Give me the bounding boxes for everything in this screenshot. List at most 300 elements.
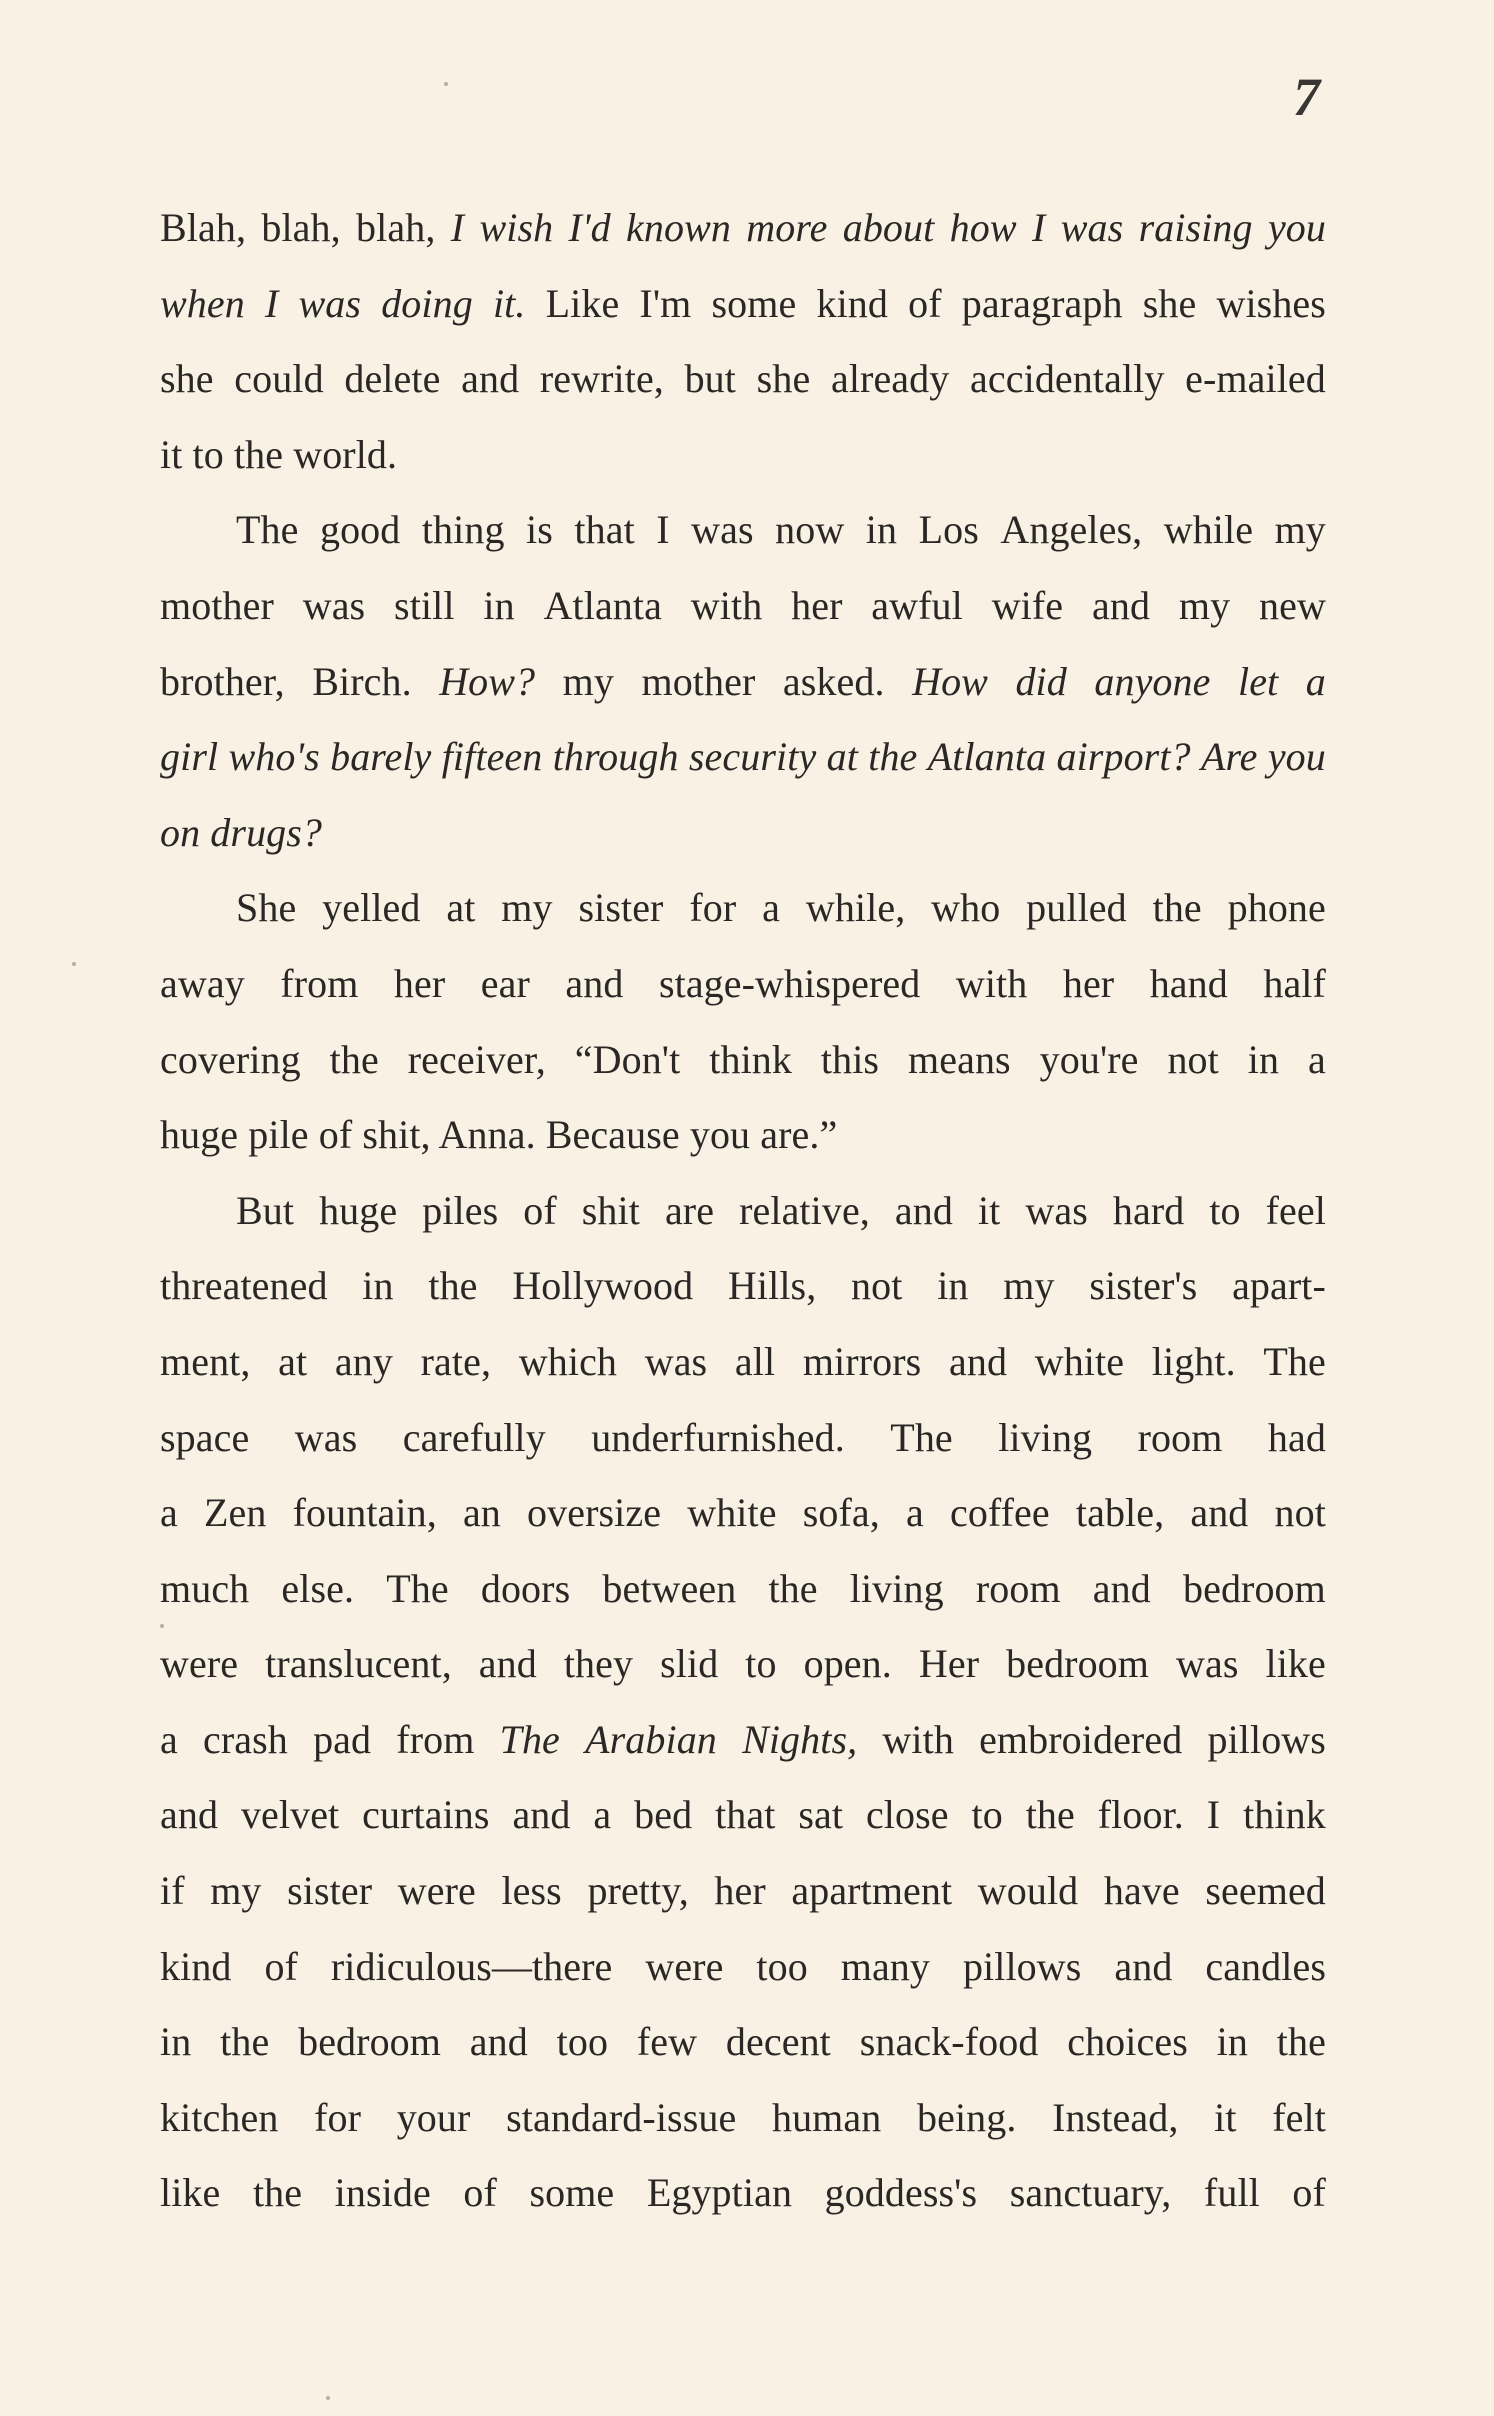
word: but [684,356,736,402]
word: close [865,1792,949,1838]
word: it [977,1187,1001,1233]
word: Arabian [585,1716,717,1762]
word: could [234,356,324,402]
word: was [298,280,362,326]
word: a [160,1490,178,1536]
word: the [220,2019,270,2065]
text-line [160,1173,1326,1249]
word: carefully [402,1414,546,1460]
body-text [160,190,1326,2231]
word: at [446,885,476,931]
word: a [762,885,780,931]
word: how [949,205,1017,250]
word: the [329,1036,379,1082]
word: wishes [1216,280,1326,326]
word: in [362,1263,394,1309]
word: living [998,1414,1093,1460]
word: ment, [160,1338,251,1384]
word: they [563,1641,634,1687]
word: that [715,1792,776,1838]
word: are [664,1187,715,1233]
word: I'm [639,280,692,326]
word: sister [578,885,664,931]
word: wife [991,582,1064,628]
word: who [931,885,1001,931]
word: Are [1200,734,1258,780]
word: I [1206,1792,1221,1838]
word: doors [480,1565,571,1611]
word: kitchen [160,2094,279,2140]
text-line [160,719,1326,795]
word: underfurnished. [591,1414,845,1460]
word: in [483,582,515,628]
word: bedroom [1182,1565,1326,1611]
word: she [756,356,811,402]
word: for [689,885,737,931]
word: more [746,205,828,250]
word: which [518,1338,618,1384]
text-line [160,1324,1326,1400]
word: think [709,1036,792,1082]
text-line [160,1626,1326,1702]
word: in [865,507,898,553]
word: receiver, [407,1036,546,1082]
word: a [1308,1036,1326,1082]
word: open. [803,1641,892,1687]
text-line [160,1475,1326,1551]
word: pillows [962,1943,1082,1989]
word: known [626,205,731,250]
word: my [562,658,614,704]
word: bed [634,1792,693,1838]
word: slid [660,1641,719,1687]
word: between [602,1565,737,1611]
word: that [574,507,635,553]
word: seemed [1205,1868,1326,1914]
paper-speck [444,82,448,86]
word: and [1092,1565,1151,1611]
word: barely [330,734,432,780]
word: had [1267,1414,1326,1460]
word: airport? [1056,734,1191,780]
word: of [264,1943,298,1989]
word: shit [581,1187,640,1233]
word: Birch. [312,658,412,704]
word: too [556,2019,609,2065]
word: white [1034,1338,1125,1384]
word: mother [641,658,756,704]
word: Hollywood [512,1263,694,1309]
word: for [314,2094,362,2140]
word: still [394,582,455,628]
word: her [1062,960,1115,1006]
word: fountain, [292,1490,437,1536]
word: Angeles, [1000,507,1143,553]
word: the [1276,2019,1326,2065]
word: a [905,1490,924,1536]
word: and [565,960,624,1006]
word: piles [422,1187,499,1233]
word: phone [1227,885,1326,931]
word: new [1259,582,1326,628]
word: to [1209,1187,1241,1233]
word: yelled [322,885,421,931]
word: to [971,1792,1003,1838]
word: Nights, [742,1716,858,1762]
word: all [734,1338,776,1384]
word: this [820,1036,880,1082]
text-line [160,870,1326,946]
word: snack-food [859,2019,1039,2065]
word: if [160,1868,185,1914]
word: bedroom [1006,1641,1149,1687]
word: at [826,734,858,780]
word: were [397,1868,476,1914]
word: accidentally [970,356,1165,402]
word: was [294,1414,358,1460]
text-line [160,190,1326,266]
word: else. [281,1565,355,1611]
word: she [1142,280,1197,326]
word: is [526,507,553,553]
word: while, [805,885,906,931]
word: How [912,658,988,704]
word: not [851,1263,903,1309]
word: brother, [160,658,285,704]
word: and [1091,582,1151,628]
word: Atlanta [543,582,662,628]
word: feel [1265,1187,1326,1233]
word: and [1190,1490,1249,1536]
word: any [334,1338,393,1384]
text-line [160,644,1326,720]
word: Los [918,507,979,553]
word: Her [918,1641,980,1687]
word: fifteen [441,734,543,780]
word: velvet [240,1792,340,1838]
text-line [160,266,1326,342]
word: her [393,960,446,1006]
text-line [160,1777,1326,1853]
word: embroidered [979,1716,1183,1762]
word: How? [439,658,536,704]
word: space [160,1414,250,1460]
word: was [1025,1187,1088,1233]
word: curtains [362,1792,490,1838]
text-line [160,1022,1326,1098]
text-line [160,2155,1326,2231]
word: crash [203,1716,288,1762]
word: you [1267,734,1326,780]
word: from [396,1716,475,1762]
text-line [160,492,1326,568]
word: threatened [160,1263,328,1309]
word: ear [480,960,530,1006]
word: the [1152,885,1202,931]
word: I [450,205,465,250]
paper-speck [326,2396,330,2400]
word: coffee [949,1490,1050,1536]
word: living [849,1565,944,1611]
word: at [278,1338,308,1384]
word: and [469,2019,528,2065]
word: few [636,2019,698,2065]
word: table, [1075,1490,1165,1536]
word: e-mailed [1185,356,1326,402]
word: rate, [420,1338,492,1384]
word: your [396,2094,471,2140]
word: human [771,2094,882,2140]
word: I [1031,205,1046,250]
word: Atlanta [927,734,1047,780]
word: she [160,356,214,402]
word: candles [1205,1943,1326,1989]
word: The [499,1716,560,1762]
word: were [160,1641,239,1687]
word: translucent, [265,1641,452,1687]
word: in [937,1263,969,1309]
word: relative, [739,1187,870,1233]
word: not [1167,1036,1219,1082]
word: of [1292,2170,1326,2216]
word: about [842,205,935,250]
word: room [1137,1414,1223,1460]
word: Zen [203,1490,267,1536]
roman-text: it to the world. [160,431,398,477]
word: many [840,1943,931,1989]
word: kind [160,1943,232,1989]
word: think [1243,1792,1326,1838]
word: The [1263,1338,1326,1384]
word: hard [1112,1187,1185,1233]
text-line [160,341,1326,417]
word: thing [421,507,505,553]
word: paragraph [961,280,1123,326]
word: good [319,507,401,553]
word: The [386,1565,449,1611]
word: was [644,1338,708,1384]
word: room [975,1565,1061,1611]
word: have [1103,1868,1180,1914]
word: with [690,582,763,628]
word: The [890,1414,953,1460]
text-line [160,2004,1326,2080]
word: I [656,507,670,553]
text-line [160,417,1326,493]
word: Egyptian [646,2170,793,2216]
word: sat [798,1792,844,1838]
word: pretty, [587,1868,689,1914]
word: sister [287,1868,373,1914]
word: means [908,1036,1011,1082]
word: wish [479,205,554,250]
word: the [1025,1792,1075,1838]
paper-speck [160,1624,164,1628]
word: in [1216,2019,1248,2065]
word: full [1203,2170,1260,2216]
word: with [955,960,1028,1006]
word: who's [228,734,320,780]
word: from [280,960,359,1006]
word: delete [344,356,441,402]
word: I'd [568,205,611,250]
text-line [160,1853,1326,1929]
text-line [160,1097,1326,1173]
word: and [512,1792,571,1838]
word: was [1175,1641,1239,1687]
text-line [160,1400,1326,1476]
word: raising [1138,205,1253,250]
word: anyone [1094,658,1211,704]
word: much [160,1565,250,1611]
word: some [529,2170,615,2216]
word: was [691,507,754,553]
word: the [868,734,918,780]
page-number: 7 [1293,67,1320,127]
word: already [830,356,950,402]
word: kind [816,280,888,326]
word: let [1237,658,1279,704]
word: blah, [356,205,436,250]
word: you're [1039,1036,1139,1082]
text-line [160,795,1326,871]
word: in [1247,1036,1280,1082]
word: sister's [1089,1263,1198,1309]
word: floor. [1097,1792,1184,1838]
word: “Don't [574,1036,681,1082]
word: being. [917,2094,1017,2140]
word: my [1178,582,1231,628]
word: security [688,734,817,780]
word: mirrors [802,1338,922,1384]
word: now [775,507,845,553]
word: in [160,2019,192,2065]
word: was [1060,205,1124,250]
word: a [593,1792,612,1838]
word: light. [1151,1338,1236,1384]
word: the [428,1263,478,1309]
text-line [160,946,1326,1022]
word: half [1263,960,1326,1006]
word: asked. [782,658,885,704]
text-line [160,1929,1326,2005]
word: pad [313,1716,372,1762]
word: The [236,507,299,553]
word: you [1267,205,1326,250]
word: Blah, [160,205,247,250]
roman-text: huge pile of shit, Anna. Because you are.” [160,1112,838,1158]
word: sofa, [802,1490,880,1536]
word: Like [545,280,620,326]
word: through [552,734,679,780]
word: too [756,1943,808,1989]
text-line [160,2080,1326,2156]
word: and [1114,1943,1173,1989]
word: covering [160,1036,301,1082]
word: when [160,280,245,326]
text-line [160,568,1326,644]
word: the [768,1565,818,1611]
italic-text: on drugs? [160,809,323,855]
word: of [908,280,942,326]
word: an [462,1490,501,1536]
word: hand [1149,960,1228,1006]
word: would [977,1868,1079,1914]
word: with [882,1716,954,1762]
word: huge [319,1187,398,1233]
word: apartment [791,1868,953,1914]
word: my [1003,1263,1055,1309]
word: white [687,1490,777,1536]
word: her [791,582,843,628]
word: was [302,582,366,628]
word: oversize [527,1490,662,1536]
word: less [501,1868,562,1914]
word: Hills, [727,1263,817,1309]
word: sanctuary, [1009,2170,1172,2216]
word: choices [1067,2019,1188,2065]
text-line [160,1248,1326,1324]
word: while [1163,507,1254,553]
word: ridiculous—there [330,1943,613,1989]
word: and [160,1792,219,1838]
word: blah, [261,205,341,250]
word: my [210,1868,262,1914]
word: pulled [1026,885,1127,931]
word: the [252,2170,303,2216]
word: and [894,1187,953,1233]
word: of [523,1187,557,1233]
word: like [160,2170,221,2216]
word: not [1274,1490,1326,1536]
word: felt [1272,2094,1326,2140]
word: rewrite, [539,356,664,402]
word: of [463,2170,497,2216]
word: away [160,960,245,1006]
word: her [714,1868,766,1914]
word: were [645,1943,724,1989]
word: girl [160,734,219,780]
word: doing [381,280,473,326]
text-line [160,1702,1326,1778]
word: it. [492,280,526,326]
word: to [745,1641,777,1687]
word: and [948,1338,1008,1384]
word: pillows [1207,1716,1326,1762]
word: a [1305,658,1326,704]
word: it [1214,2094,1237,2140]
word: and [478,1641,537,1687]
word: awful [871,582,963,628]
word: my [501,885,553,931]
word: inside [334,2170,431,2216]
word: Instead, [1052,2094,1179,2140]
word: But [236,1187,295,1233]
word: I [264,280,279,326]
word: a [160,1716,178,1762]
word: some [711,280,797,326]
word: my [1274,507,1326,553]
word: like [1265,1641,1326,1687]
word: stage-whispered [658,960,921,1006]
word: and [461,356,520,402]
word: She [236,885,297,931]
word: bedroom [298,2019,441,2065]
word: goddess's [824,2170,978,2216]
word: did [1015,658,1067,704]
text-line [160,1551,1326,1627]
word: decent [725,2019,831,2065]
